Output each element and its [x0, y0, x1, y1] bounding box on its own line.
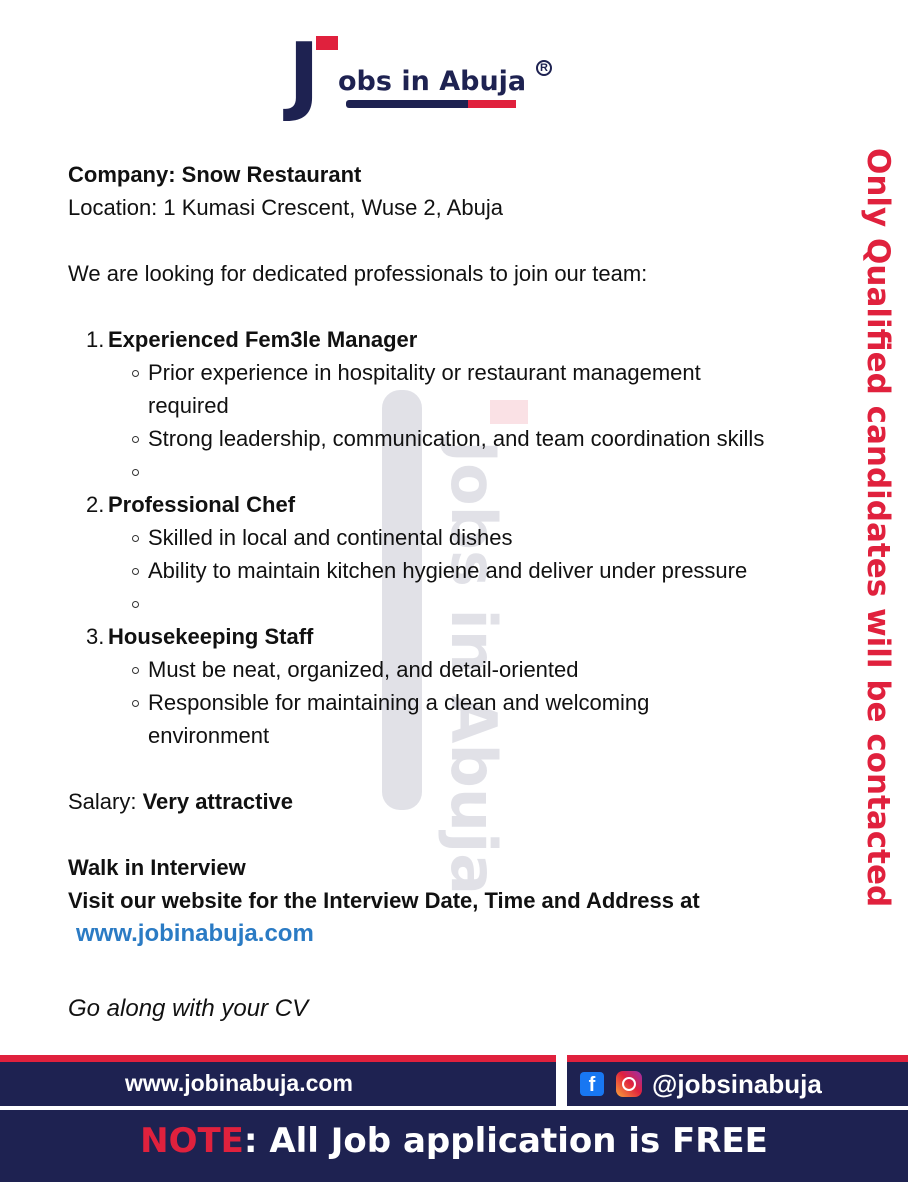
footer-accent-right — [567, 1055, 908, 1062]
facebook-icon[interactable]: f — [580, 1072, 604, 1096]
visit-line: Visit our website for the Interview Date, Time and Address at — [68, 888, 700, 913]
social-handle[interactable]: @jobsinabuja — [652, 1069, 822, 1099]
list-item: Skilled in local and continental dishes — [68, 521, 828, 554]
footer-website-link[interactable]: www.jobinabuja.com — [125, 1070, 353, 1096]
list-item: Ability to maintain kitchen hygiene and deliver under pressure — [68, 554, 828, 587]
salary-label: Salary: — [68, 789, 143, 814]
free-application-note — [0, 1110, 908, 1182]
job-title-2 — [68, 488, 828, 521]
list-item-continued: required — [148, 393, 229, 418]
instagram-icon[interactable] — [616, 1071, 642, 1097]
registered-mark: R — [536, 60, 552, 76]
footer-accent-left — [0, 1055, 556, 1062]
watermark-text: Jobs in Abuja — [437, 440, 510, 896]
job-number: 3. — [86, 624, 105, 649]
job-list — [68, 323, 828, 752]
footer-website-bar — [0, 1062, 556, 1106]
list-item-continued: environment — [148, 723, 270, 748]
list-item: Responsible for maintaining a clean and welcoming — [68, 686, 828, 719]
list-item: Strong leadership, communication, and team coordination skills — [68, 422, 828, 455]
list-item: Prior experience in hospitality or restaurant management — [68, 356, 828, 389]
note-text: : All Job application is FREE — [243, 1121, 768, 1161]
job-title-text: Professional Chef — [108, 492, 296, 517]
jobs-in-abuja-logo — [288, 25, 558, 125]
job-title-text: Experienced Fem3le Manager — [108, 327, 418, 352]
walkin-line: Walk in Interview — [68, 855, 246, 880]
intro-line: We are looking for dedicated professionals to join our team: — [68, 261, 648, 286]
qualified-notice: Only Qualified candidates will be contacted — [860, 148, 896, 908]
location-line: Location: 1 Kumasi Crescent, Wuse 2, Abuja — [68, 195, 503, 220]
job-title-1 — [68, 323, 828, 356]
job-title-text: Housekeeping Staff — [108, 624, 314, 649]
website-link[interactable]: www.jobinabuja.com — [76, 920, 314, 947]
job-number: 1. — [86, 327, 105, 352]
logo-letter: J — [288, 25, 320, 125]
logo-text: obs in Abuja — [338, 66, 527, 97]
logo-underline-accent — [468, 100, 516, 108]
salary-value: Very attractive — [142, 789, 294, 814]
footer-social-bar — [567, 1062, 908, 1106]
list-item-empty — [68, 587, 828, 620]
list-item: Must be neat, organized, and detail-oriented — [68, 653, 828, 686]
job-number: 2. — [86, 492, 105, 517]
list-item-empty — [68, 455, 828, 488]
job-post-body — [68, 158, 828, 1025]
job-title-3 — [68, 620, 828, 653]
note-label: NOTE — [140, 1121, 244, 1161]
cv-note: Go along with your CV — [68, 995, 309, 1022]
company-line: Company: Snow Restaurant — [68, 162, 362, 187]
salary-line — [68, 785, 828, 818]
